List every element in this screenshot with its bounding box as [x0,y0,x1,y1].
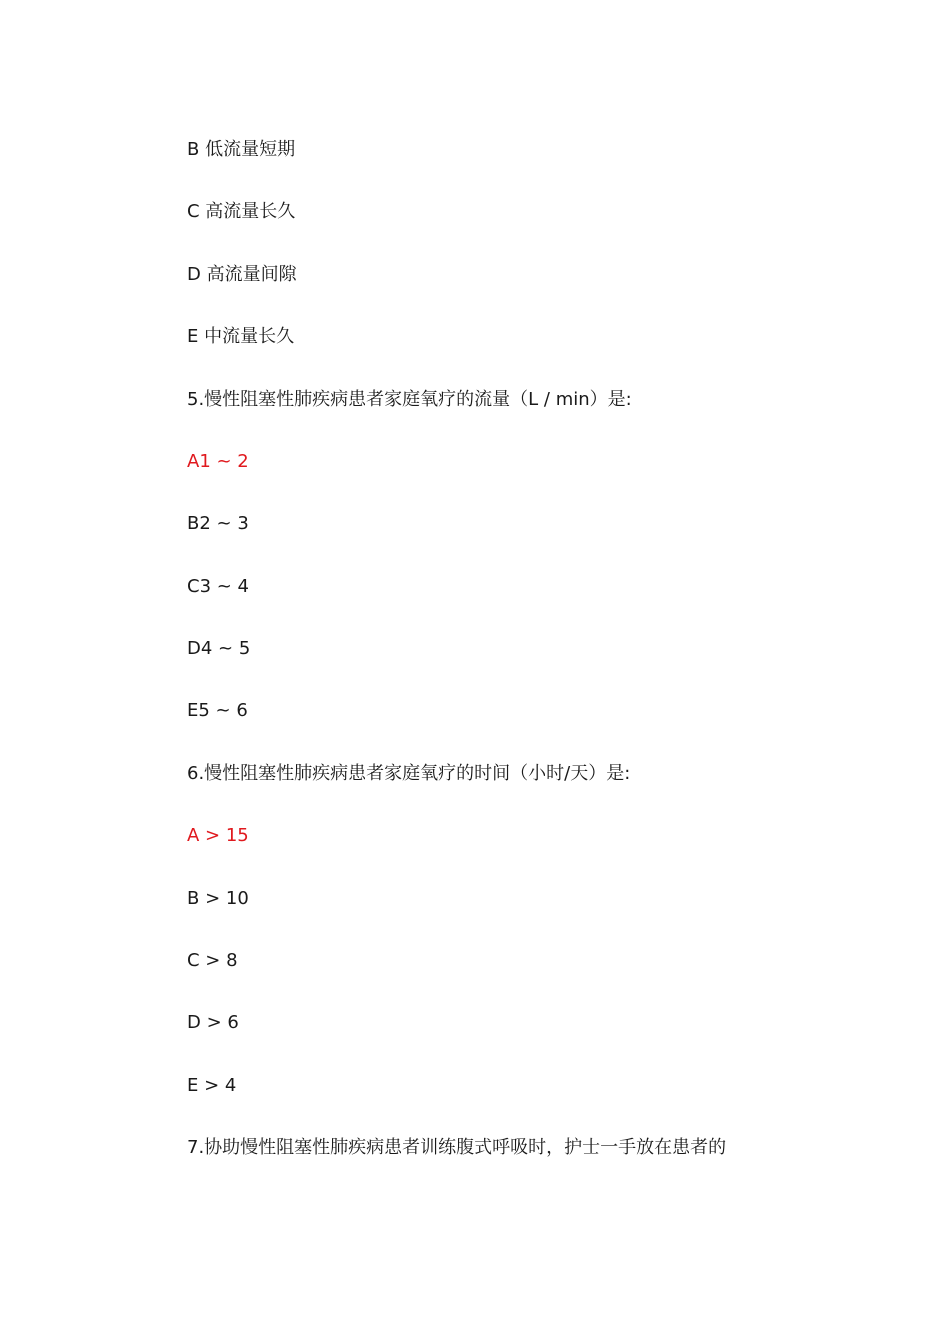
question-6-option-c: C > 8 [187,950,238,971]
option-b-line: B 低流量短期 [187,139,296,160]
question-6-option-e: E > 4 [187,1075,237,1096]
question-5-option-b: B2 ~ 3 [187,513,249,534]
question-6-option-b: B > 10 [187,888,249,909]
question-7-text: 7.协助慢性阻塞性肺疾病患者训练腹式呼吸时，护士一手放在患者的 [187,1137,727,1158]
option-c-line: C 高流量长久 [187,201,296,222]
question-5-text: 5.慢性阻塞性肺疾病患者家庭氧疗的流量（L / min）是: [187,389,632,410]
option-d-line: D 高流量间隙 [187,264,297,285]
question-5-option-c: C3 ~ 4 [187,576,249,597]
question-6-answer-a: A > 15 [187,825,249,846]
question-6-text: 6.慢性阻塞性肺疾病患者家庭氧疗的时间（小时/天）是: [187,763,631,784]
question-6-option-d: D > 6 [187,1012,239,1033]
question-5-answer-a: A1 ~ 2 [187,451,249,472]
option-e-line: E 中流量长久 [187,326,295,347]
question-5-option-e: E5 ~ 6 [187,700,248,721]
question-5-option-d: D4 ~ 5 [187,638,251,659]
